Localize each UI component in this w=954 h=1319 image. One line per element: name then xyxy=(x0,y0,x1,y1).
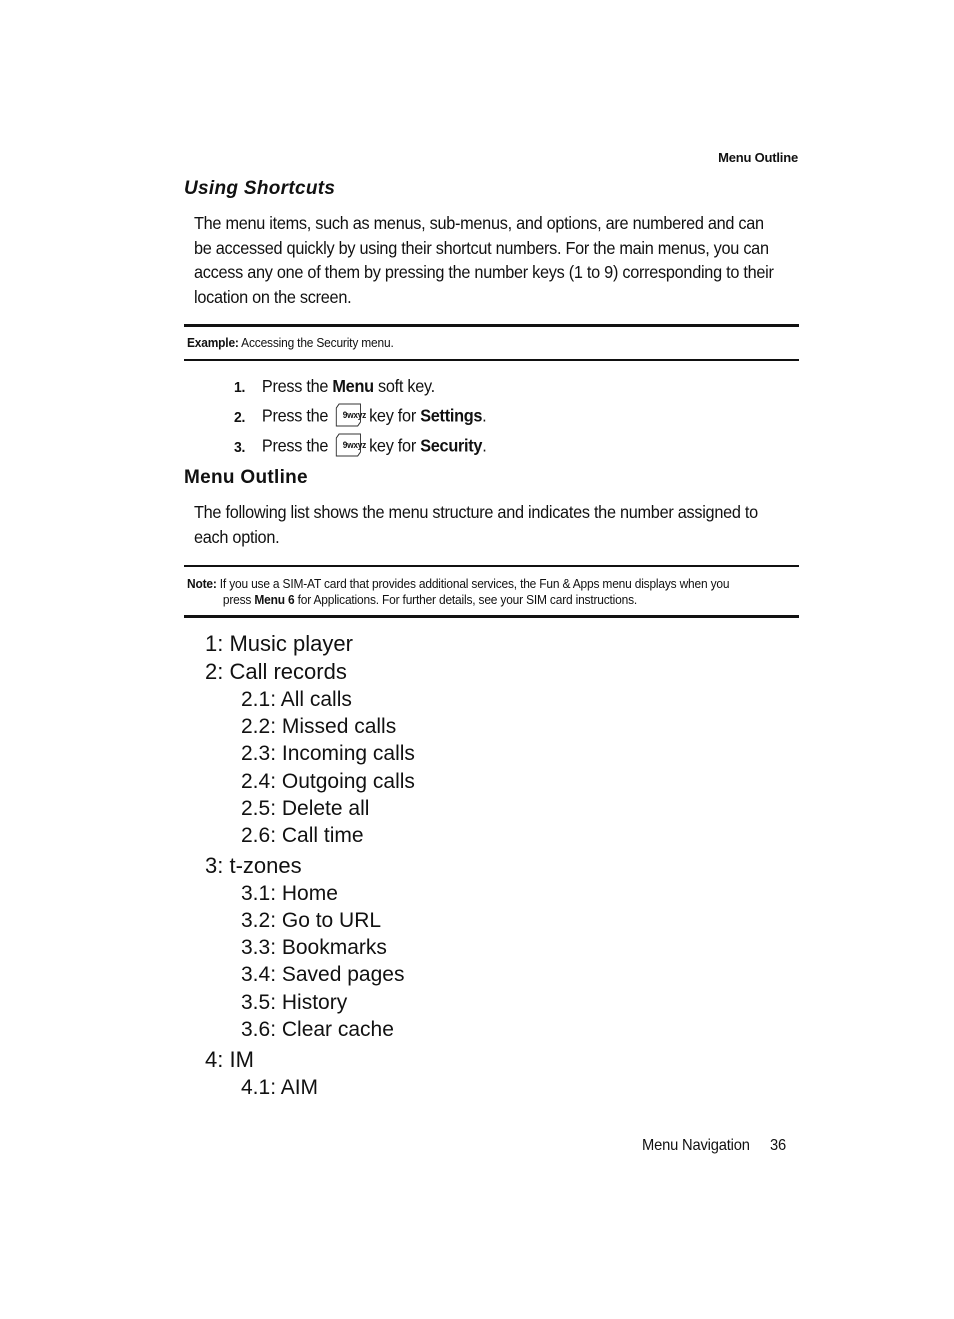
submenu-item: 2.3: Incoming calls xyxy=(241,742,415,765)
step-number: 3. xyxy=(234,438,246,456)
paragraph-line: The menu items, such as menus, sub-menus, and options, are numbered and can xyxy=(194,213,764,233)
paragraph-line: be accessed quickly by using their shortcut numbers. For the main menus, you can xyxy=(194,237,769,258)
submenu-item: 2.5: Delete all xyxy=(241,797,370,820)
note-box: Note: If you use a SIM-AT card that provides additional services, the Fun & Apps menu displays when you press Menu 6 for Applications. For further details, see your SIM card instructions. xyxy=(187,576,730,607)
step-2: 2. Press the 9wxyz key for Settings. xyxy=(234,405,486,429)
paragraph-line: The following list shows the menu structure and indicates the number assigned to xyxy=(194,502,758,522)
shortcuts-paragraph xyxy=(194,211,789,309)
paragraph-line: location on the screen. xyxy=(194,286,352,307)
note-box-bottom-rule xyxy=(184,615,799,618)
submenu-item: 3.4: Saved pages xyxy=(241,963,405,986)
svg-text:9wxyz: 9wxyz xyxy=(343,409,367,421)
key-9-icon xyxy=(336,403,367,427)
key-9-icon xyxy=(336,433,367,457)
menu-item: 2: Call records xyxy=(205,659,347,684)
menu-item: 1: Music player xyxy=(205,631,353,656)
page-number: 36 xyxy=(769,1137,786,1154)
submenu-item: 2.1: All calls xyxy=(241,688,352,711)
example-box xyxy=(187,335,794,351)
submenu-item: 3.3: Bookmarks xyxy=(241,936,387,959)
paragraph-line: access any one of them by pressing the number keys (1 to 9) corresponding to their xyxy=(194,262,774,282)
step-1: 1. Press the Menu soft key. xyxy=(234,376,435,396)
example-box-top-rule xyxy=(184,324,799,327)
submenu-item: 2.2: Missed calls xyxy=(241,715,397,738)
step-number: 2. xyxy=(234,408,246,426)
page-footer xyxy=(615,1137,786,1155)
note-box-top-rule xyxy=(184,565,799,567)
submenu-item: 2.6: Call time xyxy=(241,824,364,847)
menu-outline-paragraph xyxy=(194,500,789,549)
example-text: Accessing the Security menu. xyxy=(238,335,394,350)
submenu-item: 3.5: History xyxy=(241,991,348,1014)
submenu-item: 4.1: AIM xyxy=(241,1076,319,1099)
example-label: Example: xyxy=(187,335,239,350)
section-heading-menu-outline: Menu Outline xyxy=(184,467,308,488)
running-head: Menu Outline xyxy=(718,150,798,165)
paragraph-line: each option. xyxy=(194,526,280,547)
example-box-bottom-rule xyxy=(184,359,799,361)
menu-item: 3: t-zones xyxy=(205,853,302,878)
section-heading-using-shortcuts: Using Shortcuts xyxy=(184,178,336,199)
footer-section-name: Menu Navigation xyxy=(642,1137,750,1154)
submenu-item: 3.1: Home xyxy=(241,882,338,905)
note-label: Note: xyxy=(187,576,217,591)
submenu-item: 2.4: Outgoing calls xyxy=(241,770,415,793)
step-3: 3. Press the 9wxyz key for Security. xyxy=(234,435,486,459)
submenu-item: 3.2: Go to URL xyxy=(241,909,382,932)
menu-item: 4: IM xyxy=(205,1047,254,1072)
submenu-item: 3.6: Clear cache xyxy=(241,1018,394,1041)
step-number: 1. xyxy=(234,379,246,396)
svg-text:9wxyz: 9wxyz xyxy=(343,439,367,451)
